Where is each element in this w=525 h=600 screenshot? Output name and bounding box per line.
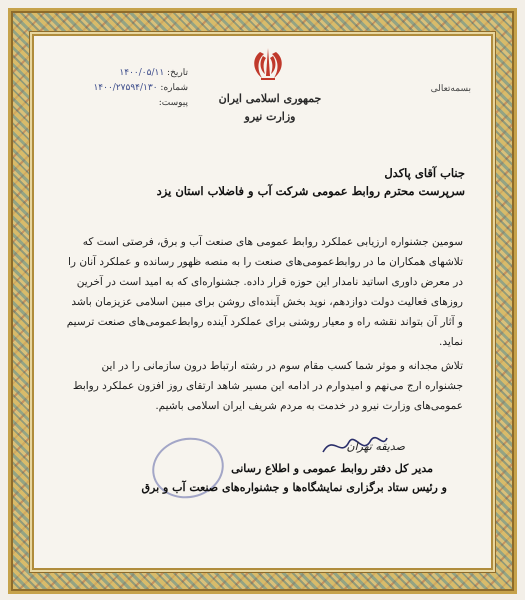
date-row bbox=[78, 68, 188, 78]
date-value: ۱۴۰۰/۰۵/۱۱ bbox=[119, 68, 165, 78]
bismillah-heading: بسمه‌تعالی bbox=[430, 84, 471, 94]
signatory-role: و رئیس ستاد برگزاری نمایشگاه‌ها و جشنواره‌های صنعت آب و برق bbox=[141, 481, 447, 494]
number-label: شماره: bbox=[160, 83, 188, 93]
attachment-label: پیوست: bbox=[158, 98, 188, 108]
signatory-title: مدیر کل دفتر روابط عمومی و اطلاع رسانی bbox=[231, 462, 433, 475]
body-paragraph-2: تلاش مجدانه و موثر شما کسب مقام سوم در رشته ارتباط درون سازمانی را در این جشنواره ارج می‌نهم و امیدوارم در ادامه این مسیر شاهد ارتقای روز افزون عملکرد روابط عمومی‌های وزارت نیرو در خدمت به مردم شریف ایران اسلامی باشیم. bbox=[72, 360, 463, 412]
iran-emblem-icon bbox=[246, 44, 290, 84]
salutation: جناب آقای پاکدل bbox=[384, 166, 465, 180]
letter-body bbox=[63, 232, 463, 420]
date-label: تاریخ: bbox=[167, 68, 188, 78]
addressee-title: سرپرست محترم روابط عمومی شرکت آب و فاضلاب استان یزد bbox=[156, 184, 465, 198]
number-value: ۱۴۰۰/۲۷۵۹۴/۱۳۰ bbox=[93, 83, 158, 93]
republic-title: جمهوری اسلامی ایران bbox=[218, 92, 322, 105]
ministry-title: وزارت نیرو bbox=[244, 110, 296, 123]
number-row bbox=[78, 83, 188, 93]
attachment-row bbox=[78, 98, 188, 108]
body-paragraph-1: سومین جشنواره ارزیابی عملکرد روابط عمومی های صنعت آب و برق، فرصتی است که تلاشهای همکاران ما در روابط‌عمومی‌های صنعت را به منصه ظهور رسانده و عملکرد آنان را در معرض داوری اساتید نامدار این حوزه قرار داده. جشنواره‌ای که به امید است در آخرین روزهای فعالیت دولت دوازدهم، نوید بخش آینده‌ای روشن برای مبین اسلامی عزیزمان باشد و آثار آن بتواند نقشه راه و معیار روشنی برای عملکرد آینده روابط‌عمومی‌های صنعت ترسیم نماید. bbox=[66, 236, 463, 348]
signatory-name: صدیقه تهران bbox=[346, 440, 405, 453]
